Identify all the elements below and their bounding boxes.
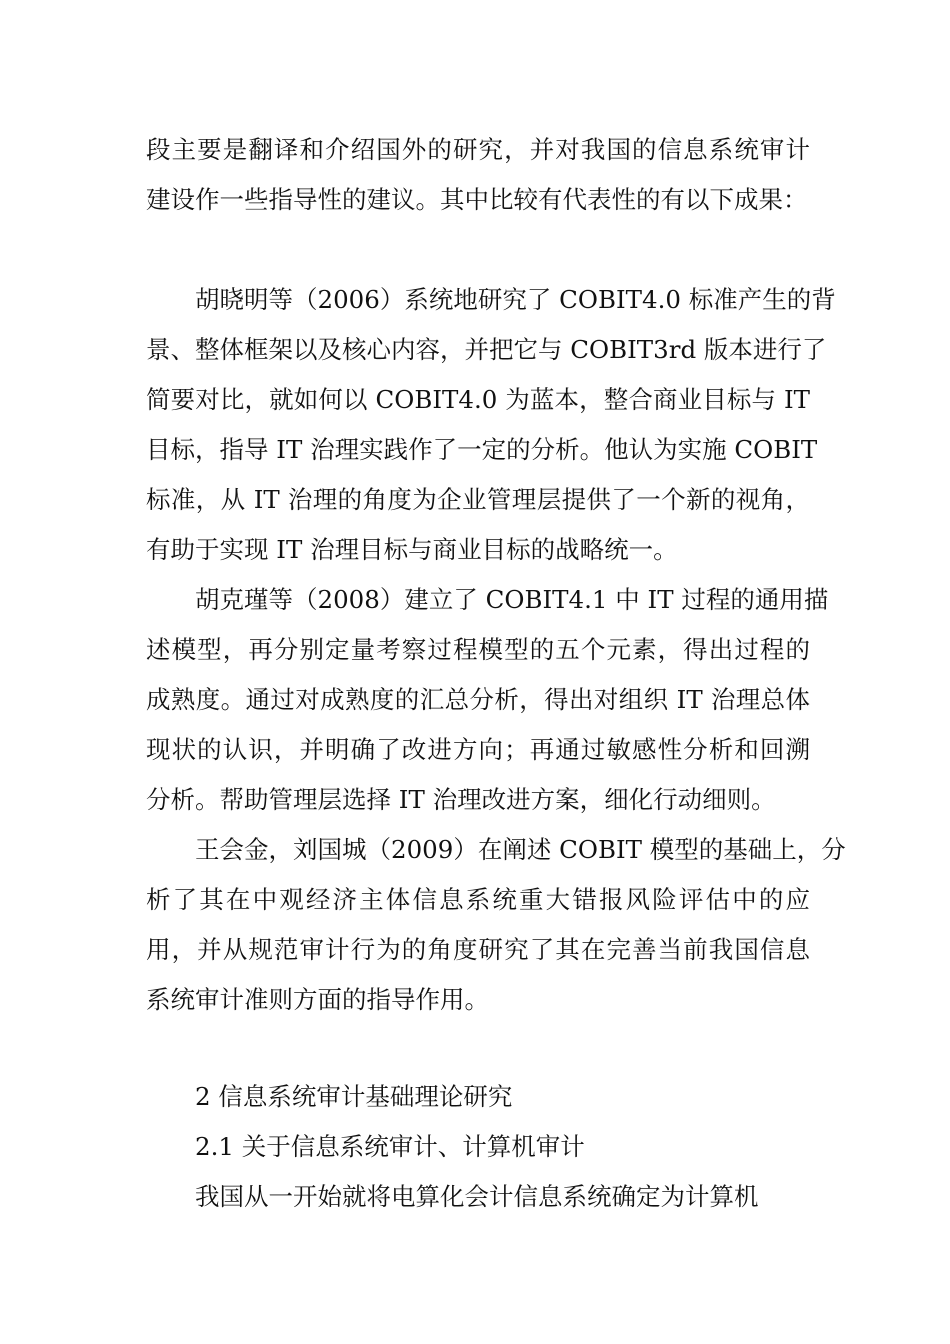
paragraph-4-line-3: 用，并从规范审计行为的角度研究了其在完善当前我国信息 xyxy=(146,935,810,964)
paragraph-2-line-6: 有助于实现 IT 治理目标与商业目标的战略统一。 xyxy=(146,535,678,564)
paragraph-3-line-3: 成熟度。通过对成熟度的汇总分析，得出对组织 IT 治理总体 xyxy=(146,685,810,714)
paragraph-3-line-5: 分析。帮助管理层选择 IT 治理改进方案，细化行动细则。 xyxy=(146,785,776,814)
paragraph-2-line-2: 景、整体框架以及核心内容，并把它与 COBIT3rd 版本进行了 xyxy=(146,335,827,364)
subsection-heading: 2.1 关于信息系统审计、计算机审计 xyxy=(195,1132,585,1161)
paragraph-3-line-1: 胡克瑾等（2008）建立了 COBIT4.1 中 IT 过程的通用描 xyxy=(195,585,829,614)
final-paragraph-line-1: 我国从一开始就将电算化会计信息系统确定为计算机 xyxy=(195,1182,759,1211)
paragraph-2-line-3: 简要对比，就如何以 COBIT4.0 为蓝本，整合商业目标与 IT xyxy=(146,385,810,414)
paragraph-2-line-5: 标准，从 IT 治理的角度为企业管理层提供了一个新的视角， xyxy=(146,485,810,514)
paragraph-2-line-1: 胡晓明等（2006）系统地研究了 COBIT4.0 标准产生的背 xyxy=(195,285,836,314)
section-heading: 2 信息系统审计基础理论研究 xyxy=(195,1082,513,1111)
paragraph-3-line-4: 现状的认识，并明确了改进方向；再通过敏感性分析和回溯 xyxy=(146,735,810,764)
paragraph-3-line-2: 述模型，再分别定量考察过程模型的五个元素，得出过程的 xyxy=(146,635,810,664)
paragraph-2-line-4: 目标，指导 IT 治理实践作了一定的分析。他认为实施 COBIT xyxy=(146,435,818,464)
paragraph-4-line-4: 系统审计准则方面的指导作用。 xyxy=(146,985,489,1014)
paragraph-4-line-1: 王会金，刘国城（2009）在阐述 COBIT 模型的基础上，分 xyxy=(195,835,846,864)
paragraph-1-line-1: 段主要是翻译和介绍国外的研究，并对我国的信息系统审计 xyxy=(146,135,810,164)
paragraph-4-line-2: 析了其在中观经济主体信息系统重大错报风险评估中的应 xyxy=(146,885,810,914)
paragraph-1-line-2: 建设作一些指导性的建议。其中比较有代表性的有以下成果： xyxy=(146,185,808,214)
